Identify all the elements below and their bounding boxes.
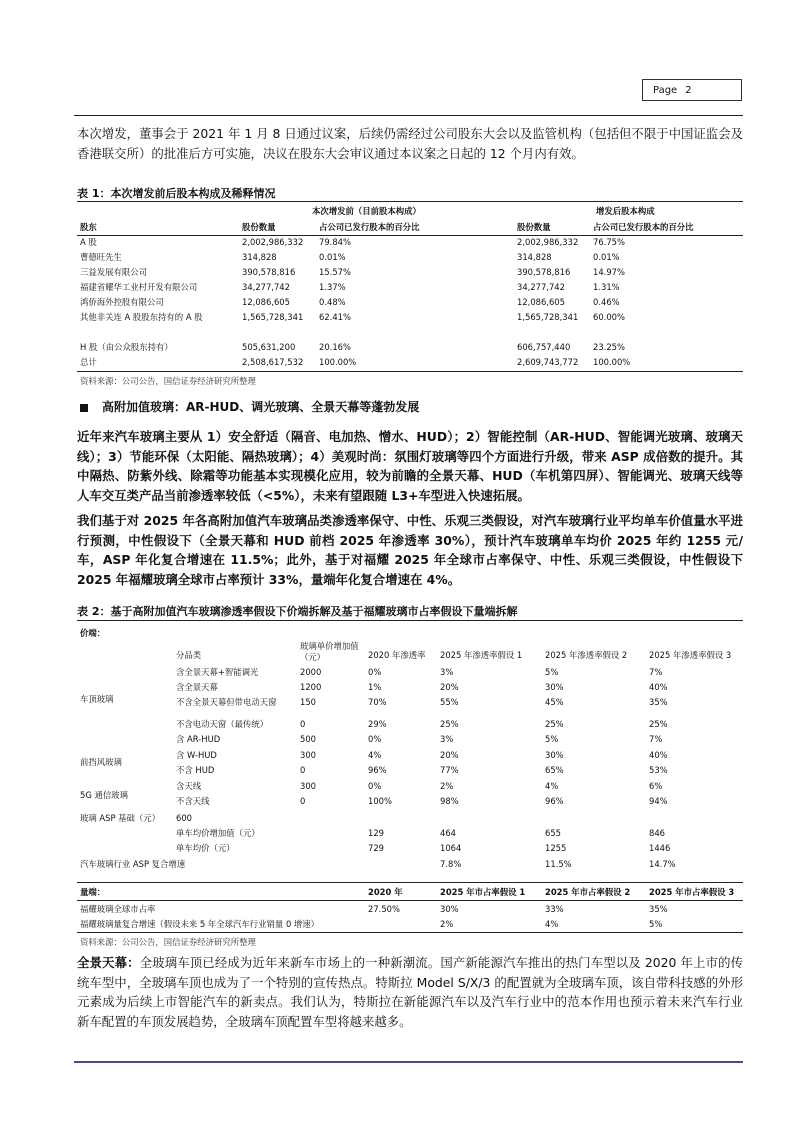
table1-cell: 三益发展有限公司 <box>80 267 147 277</box>
table1-cell: 15.57% <box>319 267 351 277</box>
table1-cell: 20.16% <box>319 342 351 352</box>
table2-title: 表 2：基于高附加值汽车玻璃渗透率假设下价端拆解及基于福耀玻璃市占率假设下量端拆解 <box>77 605 518 618</box>
square-bullet-icon <box>80 404 88 412</box>
table2-cell: 35% <box>649 697 668 707</box>
table1-cell: 390,578,816 <box>242 267 296 277</box>
table2-top-rule <box>77 620 743 621</box>
section-title-text: 高附加值玻璃：AR-HUD、调光玻璃、全景天幕等蓬勃发展 <box>102 400 420 414</box>
table2-vol-cagr-h2: 4% <box>545 919 559 929</box>
table2-cagr-h2: 11.5% <box>545 859 572 869</box>
table2-avg-price-h1: 1064 <box>440 843 462 853</box>
table1-title: 表 1：本次增发前后股本构成及稀释情况 <box>77 187 276 200</box>
table1-header-holder: 股东 <box>80 222 97 232</box>
table2-cell: 70% <box>368 697 387 707</box>
table2-header-category: 分品类 <box>176 650 202 660</box>
table2-cell: 6% <box>649 781 663 791</box>
table2-cell: 20% <box>440 750 459 760</box>
table2-avg-add-2020: 129 <box>368 828 384 838</box>
table2-cell: 0 <box>300 719 306 729</box>
table2-cell: 94% <box>649 796 668 806</box>
table2-cell: 含天线 <box>176 781 202 791</box>
table1-cell: 390,578,816 <box>517 267 571 277</box>
table1-cell: 62.41% <box>319 312 351 322</box>
table2-cell: 2% <box>440 781 454 791</box>
table2-share-h1: 30% <box>440 904 459 914</box>
table2-vol-header-rule <box>77 900 743 901</box>
section-title <box>80 398 419 415</box>
table2-vol-header-h2: 2025 年市占率假设 2 <box>545 887 631 897</box>
table2-cell: 含全景天幕 <box>176 682 218 692</box>
table2-cell: 7% <box>649 734 663 744</box>
table1-header-pct-after: 占公司已发行股本的百分比 <box>593 222 694 232</box>
table2-vol-cagr-h1: 2% <box>440 919 454 929</box>
table2-cell: 40% <box>649 750 668 760</box>
table2-group-windshield: 前挡风玻璃 <box>80 757 122 767</box>
table2-vol-header-h1: 2025 年市占率假设 1 <box>440 887 526 897</box>
table2-asp-base-label: 玻璃 ASP 基础（元） <box>80 813 161 823</box>
table2-share-h3: 35% <box>649 904 668 914</box>
table2-cell: 3% <box>440 667 454 677</box>
table2-cell: 30% <box>545 682 564 692</box>
table2-cagr-label: 汽车玻璃行业 ASP 复合增速 <box>80 859 186 869</box>
table2-cell: 1% <box>368 682 382 692</box>
table2-cell: 5% <box>545 734 559 744</box>
table1-cell: 2,609,743,772 <box>517 357 579 367</box>
table2-group-roof: 车顶玻璃 <box>80 694 114 704</box>
table2-cell: 300 <box>300 781 316 791</box>
intro-paragraph: 本次增发，董事会于 2021 年 1 月 8 日通过议案，后续仍需经过公司股东大会以及监管机构（包括但不限于中国证监会及香港联交所）的批准后方可实施，决议在股东大会审议通过本议案之日起的 12 个月内有效。 <box>77 126 743 161</box>
table2-avg-add-h2: 655 <box>545 828 561 838</box>
table1-cell: 34,277,742 <box>242 282 290 292</box>
table1-cell: 100.00% <box>593 357 631 367</box>
table1-source: 资料来源：公司公告，国信证券经济研究所整理 <box>80 376 256 386</box>
table1-cell: 606,757,440 <box>517 342 571 352</box>
page-number: 2 <box>685 85 692 96</box>
table1-cell: 0.01% <box>319 252 346 262</box>
table2-cell: 含 W-HUD <box>176 750 217 760</box>
table2-cell: 53% <box>649 765 668 775</box>
table2-header-2020: 2020 年渗透率 <box>368 650 426 660</box>
table2-header-h3: 2025 年渗透率假设 3 <box>649 650 732 660</box>
table1-cell: 34,277,742 <box>517 282 565 292</box>
table2-cell: 30% <box>545 750 564 760</box>
table1-cell: 1.31% <box>593 282 620 292</box>
table2-cagr-h1: 7.8% <box>440 859 462 869</box>
table1-cell: 2,508,617,532 <box>242 357 304 367</box>
table1-cell: 14.97% <box>593 267 625 277</box>
table2-cell: 0% <box>368 781 382 791</box>
table2-bottom-rule <box>77 932 743 933</box>
final-paragraph <box>77 953 743 1031</box>
table2-cell: 不含 HUD <box>176 765 215 775</box>
table2-vol-header-2020: 2020 年 <box>368 887 403 897</box>
table1-cell: 0.46% <box>593 297 620 307</box>
table2-cell: 0 <box>300 765 306 775</box>
table2-cell: 98% <box>440 796 459 806</box>
table1-cell: 314,828 <box>517 252 552 262</box>
table1-cell: 0.48% <box>319 297 346 307</box>
table1-cell: 2,002,986,332 <box>517 237 579 247</box>
table1-header-pct-before: 占公司已发行股本的百分比 <box>319 222 420 232</box>
table2-cell: 3% <box>440 734 454 744</box>
table1-bottom-rule <box>77 371 743 372</box>
table1-group-after: 增发后股本构成 <box>596 206 655 216</box>
table2-share-h2: 33% <box>545 904 564 914</box>
table1-header-shares-after: 股份数量 <box>517 222 551 232</box>
table2-cell: 0% <box>368 667 382 677</box>
table2-avg-add-label: 单车均价增加值（元） <box>176 828 260 838</box>
table2-cell: 300 <box>300 750 316 760</box>
table1-cell: H 股（由公众股东持有） <box>80 342 173 352</box>
table1-cell: A 股 <box>80 237 97 247</box>
final-paragraph-body: 全玻璃车顶已经成为近年来新车市场上的一种新潮流。国产新能源汽车推出的热门车型以及 2020 年上市的传统车型中，全玻璃车顶也成为了一个特别的宣传热点。特斯拉 Model S/X/3 的配置就为全玻璃车顶，该自带科技感的外形元素成为后续上市智能汽车的新卖点。我们认为，特斯拉在新能源汽车以及汽车行业中的范本作用也预示着未来汽车行业新车配置的车顶发展趋势，全玻璃车顶配置车型将越来越多。 <box>77 955 744 1029</box>
table1-cell: 12,086,605 <box>242 297 290 307</box>
table2-share-label: 福耀玻璃全球市占率 <box>80 904 156 914</box>
table1-cell: 其他非关连 A 股股东持有的 A 股 <box>80 312 203 322</box>
table2-cell: 100% <box>368 796 392 806</box>
page-number-box <box>642 79 742 101</box>
table1-cell: 60.00% <box>593 312 625 322</box>
table2-cell: 55% <box>440 697 459 707</box>
table2-avg-price-h2: 1255 <box>545 843 567 853</box>
table2-cell: 4% <box>368 750 382 760</box>
table1-cell: 2,002,986,332 <box>242 237 304 247</box>
table2-cell: 0% <box>368 734 382 744</box>
table2-cell: 150 <box>300 697 316 707</box>
table2-volume-label: 量端： <box>80 887 106 897</box>
table1-header-shares-before: 股份数量 <box>242 222 276 232</box>
table2-cell: 不含电动天窗（最传统） <box>176 719 269 729</box>
table2-cell: 25% <box>440 719 459 729</box>
table1-cell: 12,086,605 <box>517 297 565 307</box>
table2-avg-price-2020: 729 <box>368 843 384 853</box>
table2-header-h1: 2025 年渗透率假设 1 <box>440 650 523 660</box>
table2-avg-add-h1: 464 <box>440 828 456 838</box>
table2-group-5g: 5G 通信玻璃 <box>80 790 128 800</box>
table2-cell: 20% <box>440 682 459 692</box>
table2-cell: 500 <box>300 734 316 744</box>
table1-cell: 福建省耀华工业村开发有限公司 <box>80 282 198 292</box>
table2-vol-cagr-label: 福耀玻璃量复合增速（假设未来 5 年全球汽车行业销量 0 增速） <box>80 919 320 929</box>
table2-cell: 96% <box>368 765 387 775</box>
table2-cell: 1200 <box>300 682 322 692</box>
table1-header-rule <box>77 235 743 236</box>
table2-vol-cagr-h3: 5% <box>649 919 663 929</box>
table1-cell: 76.75% <box>593 237 625 247</box>
table1-cell: 鸿侨海外控股有限公司 <box>80 297 164 307</box>
table2-cell: 40% <box>649 682 668 692</box>
table2-vol-header-h3: 2025 年市占率假设 3 <box>649 887 735 897</box>
table2-cell: 0 <box>300 796 306 806</box>
table2-header-h2: 2025 年渗透率假设 2 <box>545 650 628 660</box>
footer-rule <box>74 1061 743 1063</box>
table2-cell: 25% <box>649 719 668 729</box>
table2-cagr-h3: 14.7% <box>649 859 676 869</box>
table1-cell: 79.84% <box>319 237 351 247</box>
table2-share-2020: 27.50% <box>368 904 400 914</box>
table2-cell: 25% <box>545 719 564 729</box>
table2-cell: 2000 <box>300 667 322 677</box>
table1-cell: 314,828 <box>242 252 277 262</box>
table1-cell: 1,565,728,341 <box>242 312 304 322</box>
table2-avg-price-h3: 1446 <box>649 843 671 853</box>
table2-cell: 65% <box>545 765 564 775</box>
table1-cell: 505,631,200 <box>242 342 296 352</box>
table1-top-rule <box>77 201 743 202</box>
table2-cell: 45% <box>545 697 564 707</box>
table1-group-before: 本次增发前（目前股本构成） <box>312 206 421 216</box>
table2-cell: 5% <box>545 667 559 677</box>
table2-header-unit-add: 玻璃单价增加值（元） <box>300 641 359 662</box>
table2-cell: 含全景天幕+智能调光 <box>176 667 259 677</box>
table1-cell: 总计 <box>80 357 97 367</box>
table2-price-label: 价端： <box>80 628 106 638</box>
header-rule <box>74 115 743 116</box>
table2-cell: 7% <box>649 667 663 677</box>
table1-cell: 0.01% <box>593 252 620 262</box>
table2-cell: 不含全景天幕但带电动天窗 <box>176 697 277 707</box>
paragraph-3: 我们基于对 2025 年各高附加值汽车玻璃品类渗透率保守、中性、乐观三类假设，对汽车玻璃行业平均单车价值量水平进行预测，中性假设下（全景天幕和 HUD 前档 2025 年渗透率 30%），预计汽车玻璃单车均价 2025 年约 1255 元/车，ASP 年化复合增速在 11.5%；此外，基于对福耀 2025 年全球市占率保守、中性、乐观三类假设，中性假设下 2025 年福耀玻璃全球市占率预计 33%，量端年化复合增速在 4%。 <box>77 513 743 587</box>
table2-cell: 不含天线 <box>176 796 210 806</box>
table1-cell: 1,565,728,341 <box>517 312 579 322</box>
table2-source: 资料来源：公司公告，国信证券经济研究所整理 <box>80 937 256 947</box>
table2-cell: 96% <box>545 796 564 806</box>
table2-cell: 29% <box>368 719 387 729</box>
table1-cell: 曹德旺先生 <box>80 252 122 262</box>
paragraph-2: 近年来汽车玻璃主要从 1）安全舒适（隔音、电加热、憎水、HUD）；2）智能控制（AR-HUD、智能调光玻璃、玻璃天线）；3）节能环保（太阳能、隔热玻璃）；4）美观时尚：氛围灯玻璃等四个方面进行升级，带来 ASP 成倍数的提升。其中隔热、防紫外线、除霜等功能基本实现模化应用，较为前瞻的全景天幕、HUD（车机第四屏）、智能调光、玻璃天线等人车交互类产品当前渗透率较低（<5%），未来有望跟随 L3+车型进入快速拓展。 <box>77 429 743 503</box>
table1-cell: 23.25% <box>593 342 625 352</box>
table2-cell: 含 AR-HUD <box>176 734 221 744</box>
table2-avg-add-h3: 846 <box>649 828 665 838</box>
table2-cell: 77% <box>440 765 459 775</box>
final-paragraph-lead: 全景天幕： <box>77 955 140 970</box>
table2-mid-rule <box>77 882 743 883</box>
table2-avg-price-label: 单车均价（元） <box>176 843 235 853</box>
table2-asp-base-value: 600 <box>176 813 192 823</box>
page-label: Page <box>653 85 678 96</box>
table1-cell: 1.37% <box>319 282 346 292</box>
table1-cell: 100.00% <box>319 357 357 367</box>
table2-cell: 4% <box>545 781 559 791</box>
